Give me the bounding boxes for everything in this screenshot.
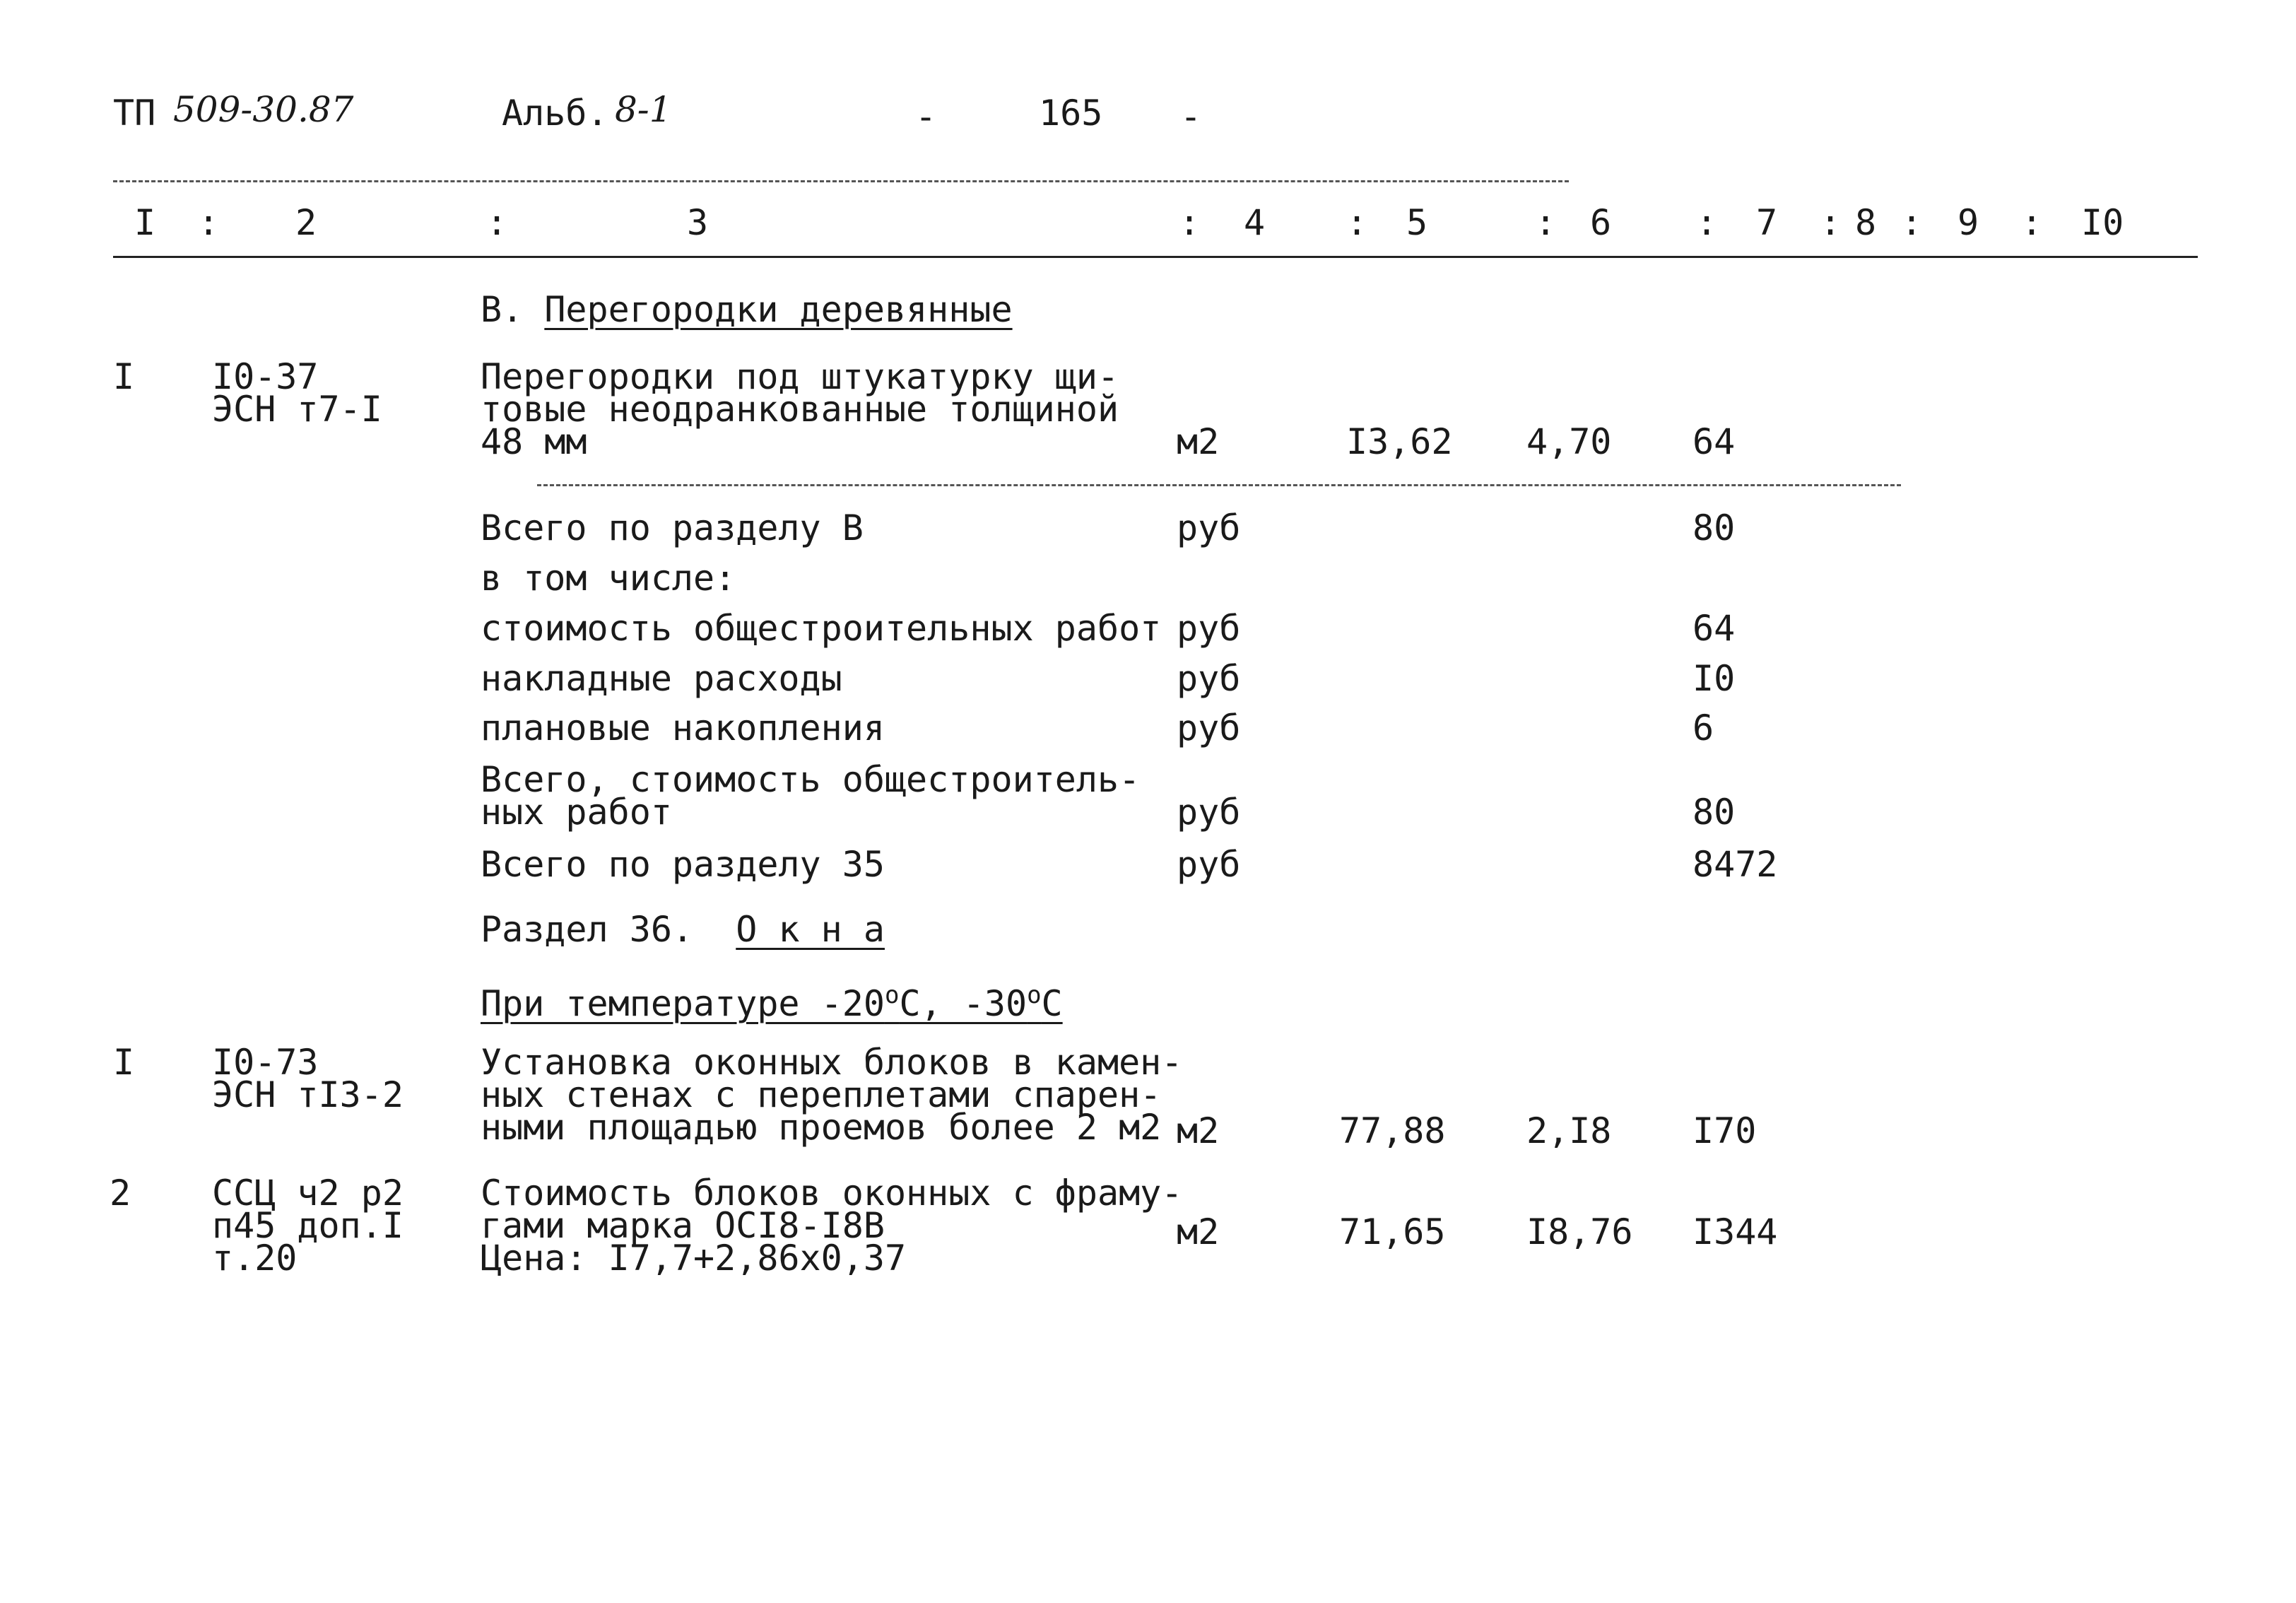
item-code-line: т.20 (212, 1238, 298, 1279)
total-section35-unit: руб (1177, 844, 1241, 885)
col-8-label: 8 (1855, 202, 1877, 243)
section-36-subtitle: При температуре $-20^оС$, $-30^оС$ (481, 981, 1063, 1024)
col-sep: : (1346, 202, 1368, 243)
col-1-label: I (134, 202, 156, 243)
item-desc-line: 48 мм (481, 421, 587, 462)
doc-number: 509-30.87 (173, 89, 354, 130)
item-col6-value: 2,I8 (1526, 1110, 1612, 1151)
item-code-line: I0-73 (212, 1042, 319, 1083)
item-code-line: I0-37 (212, 356, 319, 397)
total-general-unit: руб (1177, 792, 1241, 833)
header-dash-right: - (1180, 96, 1202, 137)
item-col6-value: I8,76 (1526, 1211, 1633, 1252)
col-sep: : (486, 202, 508, 243)
col-10-label: I0 (2081, 202, 2124, 243)
album-number: 8-1 (615, 89, 672, 130)
total-general-label: ных работ (481, 792, 672, 833)
item-unit: м2 (1177, 1211, 1220, 1252)
item-rule (537, 484, 1901, 486)
total-value: 64 (1692, 608, 1736, 649)
total-unit: руб (1177, 707, 1241, 748)
item-col5-value: 77,88 (1339, 1110, 1446, 1151)
item-unit: м2 (1177, 1110, 1220, 1151)
album-label: Альб. (502, 93, 608, 134)
item-desc-line: ных стенах с переплетами спарен- (481, 1074, 1162, 1115)
col-5-label: 5 (1406, 202, 1428, 243)
col-9-label: 9 (1958, 202, 1979, 243)
item-code-line: ССЦ ч2 р2 (212, 1173, 404, 1214)
header-dash-left: - (915, 96, 937, 137)
item-col5-value: I3,62 (1346, 421, 1453, 462)
item-col7-value: I70 (1692, 1110, 1757, 1151)
item-desc-line: ными площадью проемов более 2 м2 (481, 1107, 1162, 1148)
col-sep: : (2021, 202, 2043, 243)
total-section35-label: Всего по разделу 35 (481, 844, 885, 885)
total-value: I0 (1692, 658, 1736, 699)
item-desc-line: Цена: I7,7+2,86х0,37 (481, 1238, 907, 1279)
col-sep: : (1696, 202, 1718, 243)
item-code-line: ЭСН тI3-2 (212, 1074, 404, 1115)
total-unit: руб (1177, 507, 1241, 548)
item-desc-line: Стоимость блоков оконных с фраму- (481, 1173, 1183, 1214)
col-sep: : (1820, 202, 1842, 243)
item-desc-line: Перегородки под штукатурку щи- (481, 356, 1119, 397)
total-general-value: 80 (1692, 792, 1736, 833)
total-label: стоимость общестроительных работ (481, 608, 1162, 649)
total-general-label: Всего, стоимость общестроитель- (481, 759, 1141, 800)
col-sep: : (1901, 202, 1923, 243)
item-number: 2 (110, 1173, 131, 1214)
col-6-label: 6 (1590, 202, 1612, 243)
total-unit: руб (1177, 608, 1241, 649)
item-desc-line: гами марка ОСI8-I8В (481, 1205, 885, 1246)
col-sep: : (198, 202, 220, 243)
col-4-label: 4 (1244, 202, 1266, 243)
item-col7-value: I344 (1692, 1211, 1778, 1252)
total-value: 80 (1692, 507, 1736, 548)
total-label: накладные расходы (481, 658, 842, 699)
section-36-title: Раздел 36. О к н а (481, 909, 885, 950)
item-number: I (113, 1042, 135, 1083)
item-col5-value: 71,65 (1339, 1211, 1446, 1252)
col-7-label: 7 (1756, 202, 1778, 243)
total-value: 6 (1692, 707, 1714, 748)
item-code-line: п45 доп.I (212, 1205, 404, 1246)
total-label: в том числе: (481, 558, 736, 599)
doc-prefix: ТП (113, 93, 156, 134)
col-sep: : (1535, 202, 1557, 243)
item-code-line: ЭСН т7-I (212, 389, 382, 430)
column-header-rule (113, 256, 2198, 258)
col-sep: : (1179, 202, 1201, 243)
item-desc-line: Установка оконных блоков в камен- (481, 1042, 1183, 1083)
total-label: плановые накопления (481, 707, 885, 748)
header-rule (113, 180, 1569, 182)
item-col7-value: 64 (1692, 421, 1736, 462)
total-section35-value: 8472 (1692, 844, 1778, 885)
col-2-label: 2 (295, 202, 317, 243)
total-unit: руб (1177, 658, 1241, 699)
total-label: Всего по разделу В (481, 507, 864, 548)
item-unit: м2 (1177, 421, 1220, 462)
item-number: I (113, 356, 135, 397)
col-3-label: 3 (687, 202, 709, 243)
item-col6-value: 4,70 (1526, 421, 1612, 462)
page-number: 165 (1039, 93, 1103, 134)
section-v-title: В. Перегородки деревянные (481, 289, 1013, 330)
item-desc-line: товые неодранкованные толщиной (481, 389, 1119, 430)
